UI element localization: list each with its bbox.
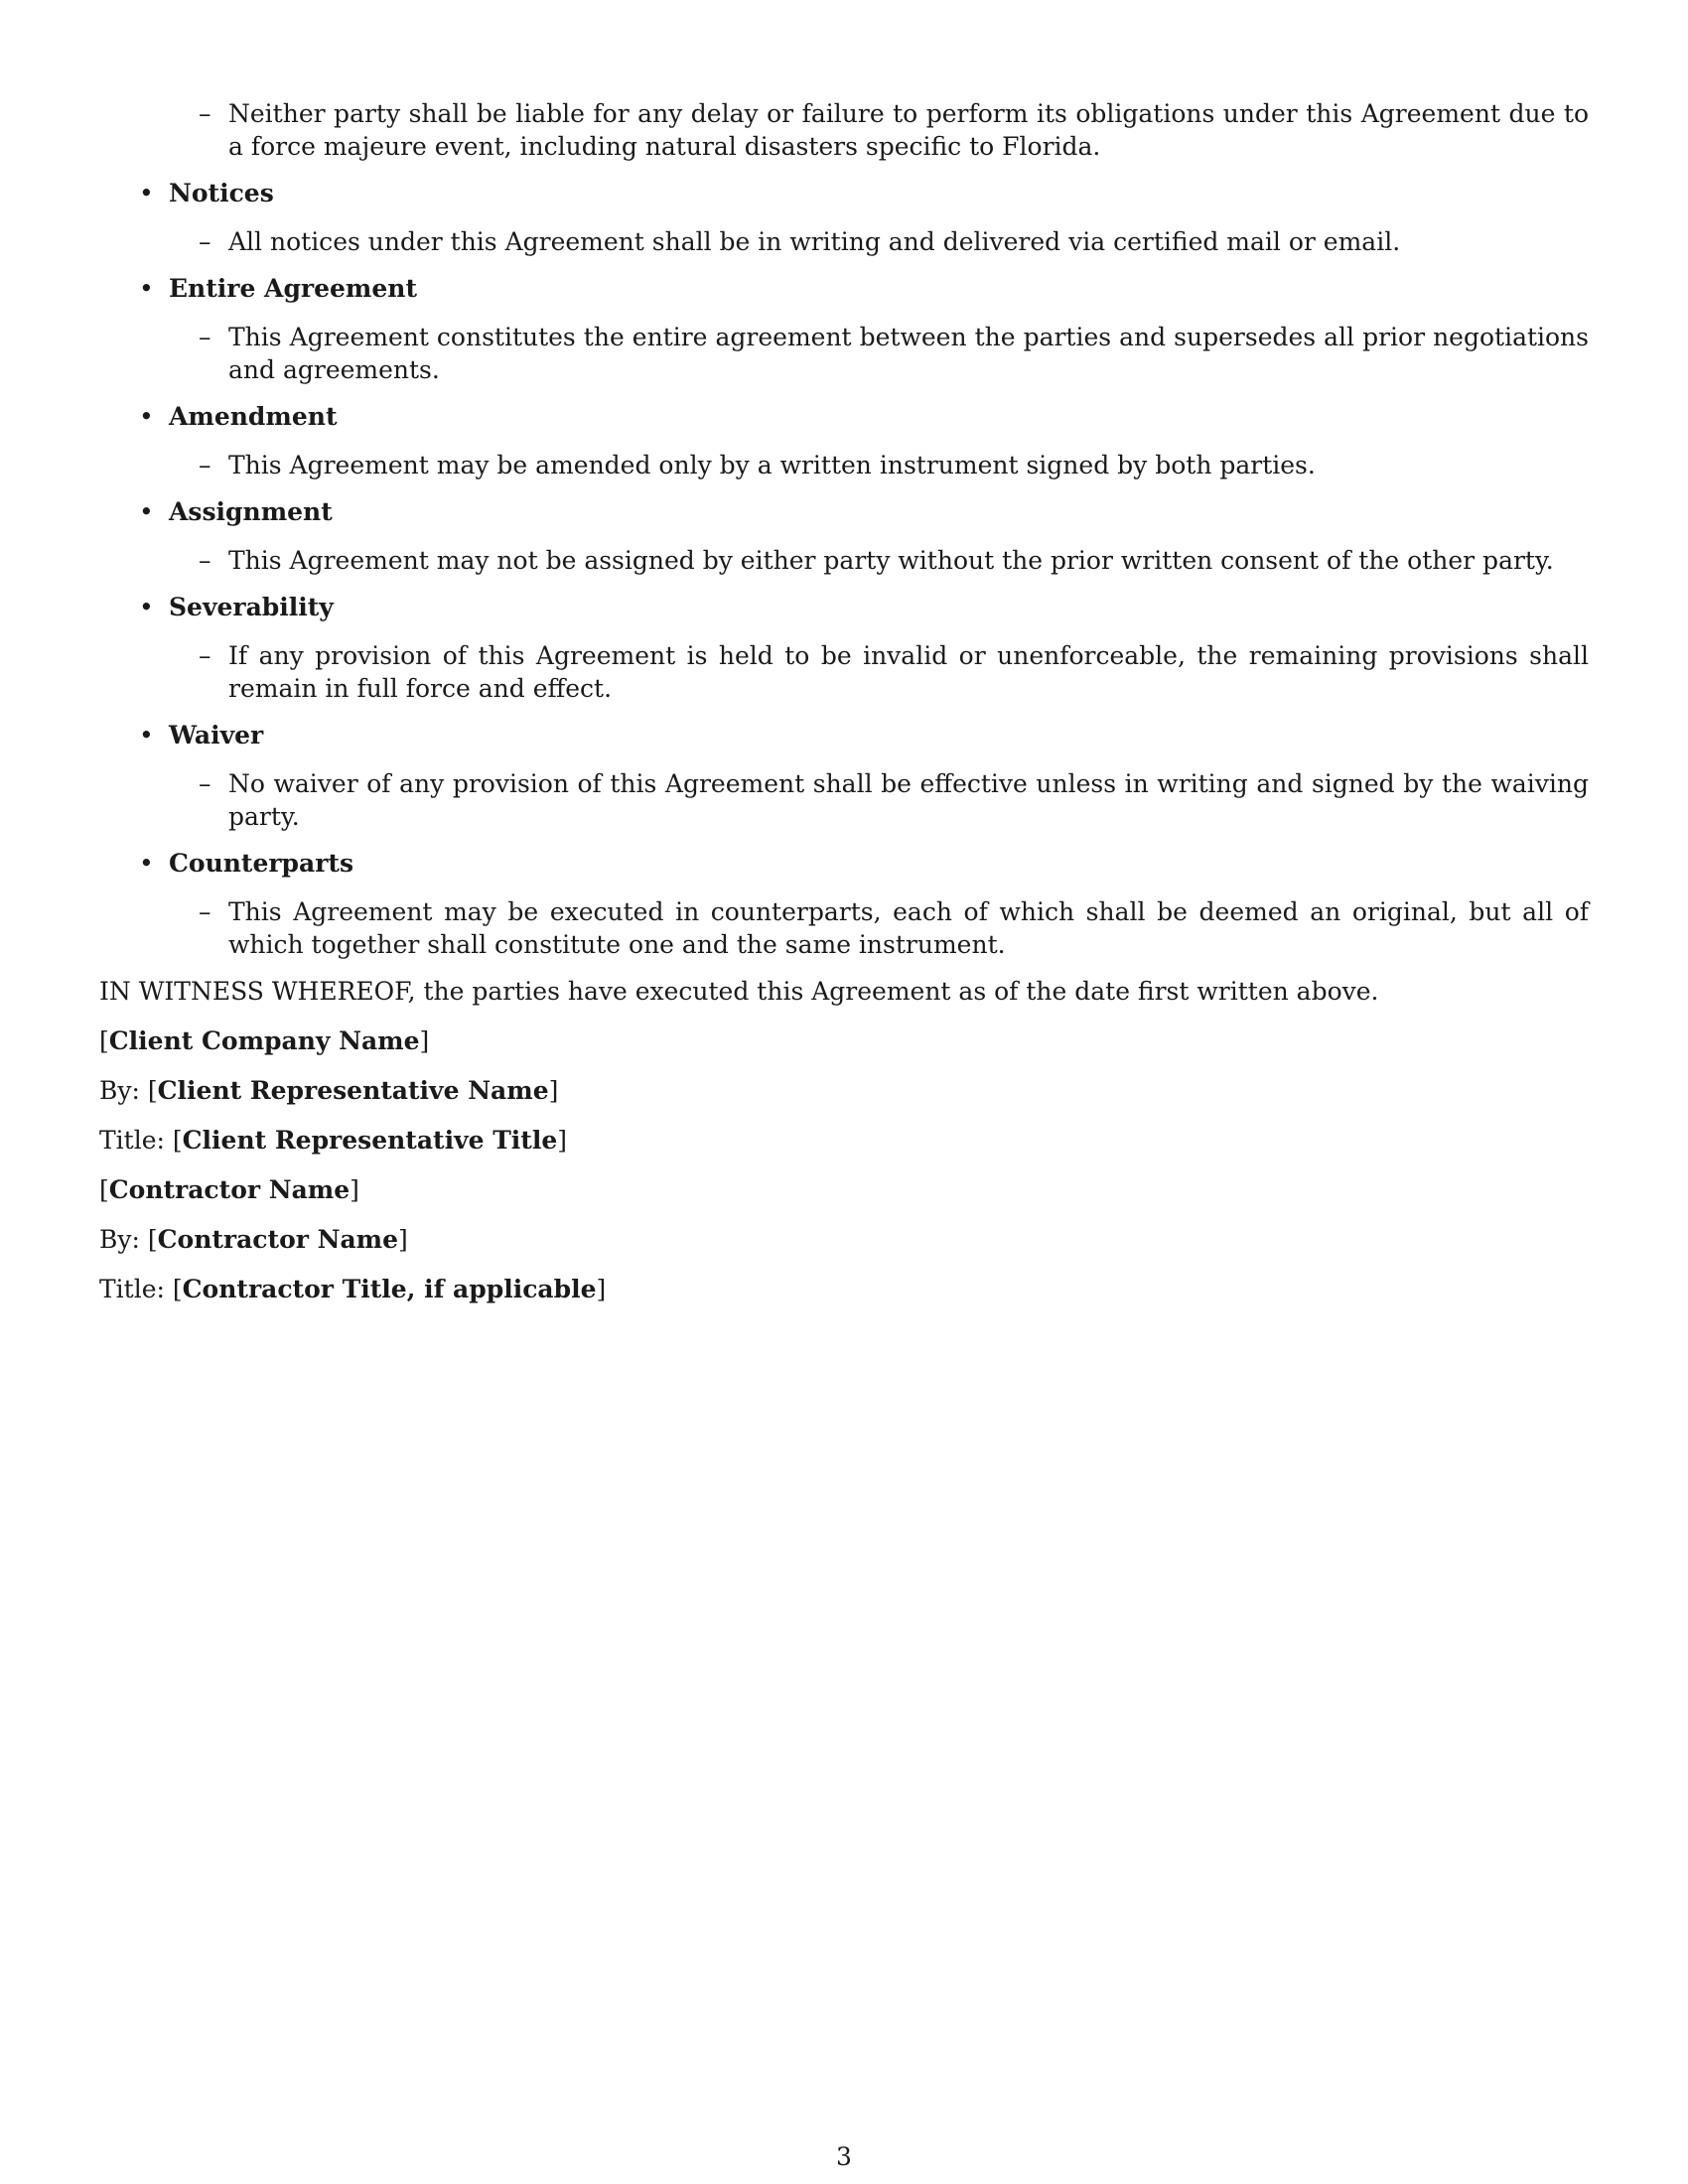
force-majeure-text: Neither party shall be liable for any delay or failure to perform its obligations under this Agreement due to a force majeure event, including natural disasters specific to Florida. [228,99,1589,161]
severability-item [199,639,1589,705]
open-bracket: [ [147,1076,158,1105]
open-bracket: [ [99,1026,109,1055]
title-label: Title: [99,1126,165,1155]
dash-marker: – [199,227,211,256]
section-heading-counterparts [139,847,1589,880]
bullet-marker: • [139,179,154,207]
section-heading-amendment [139,400,1589,433]
close-bracket: ] [350,1175,359,1204]
amendment-item [199,449,1589,481]
client-company-name: Client Company Name [108,1026,420,1055]
bullet-marker: • [139,497,154,526]
client-by-line [99,1074,1589,1107]
counterparts-item [199,895,1589,961]
close-bracket: ] [557,1126,568,1155]
bullet-marker: • [139,274,154,303]
title-label: Title: [99,1275,165,1303]
client-rep-title: Client Representative Title [182,1126,558,1155]
close-bracket: ] [596,1275,607,1303]
open-bracket: [ [99,1175,109,1204]
by-label: By: [99,1076,140,1105]
entire-agreement-text: This Agreement constitutes the entire agreement between the parties and supersedes all prior negotiations and agreements. [228,323,1589,384]
waiver-item [199,767,1589,833]
page-number: 3 [836,2142,852,2171]
dash-marker: – [199,897,211,926]
contractor-name: Contractor Name [108,1175,351,1204]
open-bracket: [ [172,1126,183,1155]
dash-marker: – [199,99,211,128]
close-bracket: ] [548,1076,559,1105]
client-company-line [99,1024,1589,1057]
notices-item [199,225,1589,258]
assignment-text: This Agreement may not be assigned by either party without the prior written consent of the other party. [228,546,1554,575]
dash-marker: – [199,546,211,575]
open-bracket: [ [147,1225,158,1254]
section-heading-waiver [139,719,1589,751]
section-heading-severability [139,591,1589,623]
section-heading-label: Amendment [169,402,338,431]
contractor-by-line [99,1223,1589,1256]
counterparts-text: This Agreement may be executed in counterparts, each of which shall be deemed an original, but all of which together shall constitute one and the same instrument. [228,897,1589,959]
dash-marker: – [199,769,211,798]
section-heading-notices [139,177,1589,209]
section-heading-entire-agreement [139,272,1589,305]
close-bracket: ] [419,1026,430,1055]
close-bracket: ] [398,1225,408,1254]
force-majeure-item [199,97,1589,163]
dash-marker: – [199,451,211,479]
document-body [99,97,1589,1322]
contractor-title: Contractor Title, if applicable [182,1275,597,1303]
client-rep-name: Client Representative Name [157,1076,549,1105]
entire-agreement-item [199,321,1589,386]
client-title-line [99,1124,1589,1157]
section-heading-label: Entire Agreement [169,274,417,303]
contractor-title-line [99,1273,1589,1305]
severability-text: If any provision of this Agreement is held to be invalid or unenforceable, the remaining provisions shall remain in full force and effect. [228,641,1589,703]
by-label: By: [99,1225,140,1254]
bullet-marker: • [139,402,154,431]
amendment-text: This Agreement may be amended only by a written instrument signed by both parties. [228,451,1316,479]
bullet-marker: • [139,849,154,878]
assignment-item [199,544,1589,577]
section-heading-label: Severability [169,593,334,621]
witness-statement: IN WITNESS WHEREOF, the parties have executed this Agreement as of the date first written above. [99,977,1379,1006]
open-bracket: [ [172,1275,183,1303]
section-heading-label: Waiver [169,721,264,750]
dash-marker: – [199,641,211,670]
section-heading-label: Assignment [169,497,333,526]
bullet-marker: • [139,721,154,750]
section-heading-assignment [139,495,1589,528]
bullet-marker: • [139,593,154,621]
contractor-by-name: Contractor Name [157,1225,399,1254]
dash-marker: – [199,323,211,351]
section-heading-label: Counterparts [169,849,354,878]
notices-text: All notices under this Agreement shall be in writing and delivered via certified mail or email. [228,227,1401,256]
contractor-name-line [99,1173,1589,1206]
section-heading-label: Notices [169,179,274,207]
waiver-text: No waiver of any provision of this Agreement shall be effective unless in writing and signed by the waiving party. [228,769,1589,831]
